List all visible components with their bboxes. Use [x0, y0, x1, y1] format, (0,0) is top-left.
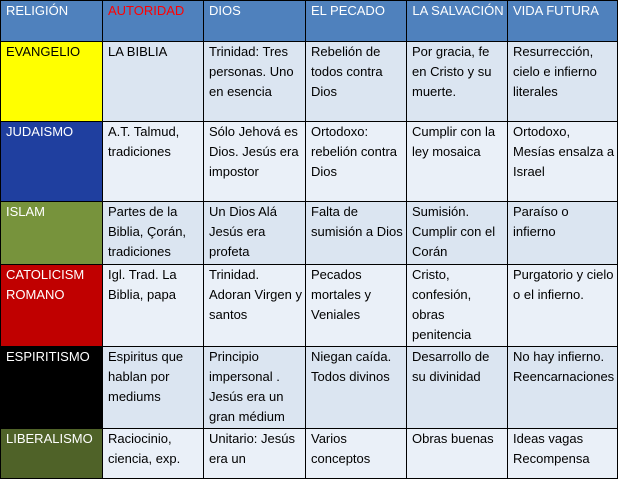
salvacion-cell: Cristo, confesión, obras penitencia [407, 265, 508, 347]
header-row [1, 1, 618, 42]
header-dios: DIOS [204, 1, 306, 42]
pecado-cell: Rebelión de todos contra Dios [306, 42, 407, 122]
dios-cell: Un Dios Alá Jesús era profeta [204, 202, 306, 265]
autoridad-cell: Igl. Trad. La Biblia, papa [103, 265, 204, 347]
salvacion-cell: Cumplir con la ley mosaica [407, 122, 508, 202]
salvacion-cell: Sumisión. Cumplir con el Corán [407, 202, 508, 265]
table-row-judaismo [1, 122, 618, 202]
table-row-espiritismo [1, 347, 618, 429]
religion-cell-espiritismo: ESPIRITISMO [1, 347, 103, 429]
table-row-islam [1, 202, 618, 265]
dios-cell: Principio impersonal . Jesús era un gran médium [204, 347, 306, 429]
religion-cell-catolicismo: CATOLICISM ROMANO [1, 265, 103, 347]
autoridad-cell: Raciocinio, ciencia, exp. [103, 429, 204, 479]
header-pecado: EL PECADO [306, 1, 407, 42]
vida-futura-cell: No hay infierno. Reencarnaciones [508, 347, 618, 429]
pecado-cell: Niegan caída. Todos divinos [306, 347, 407, 429]
salvacion-cell: Desarrollo de su divinidad [407, 347, 508, 429]
vida-futura-cell: Ideas vagas Recompensa [508, 429, 618, 479]
salvacion-cell: Obras buenas [407, 429, 508, 479]
pecado-cell: Varios conceptos [306, 429, 407, 479]
pecado-cell: Falta de sumisión a Dios [306, 202, 407, 265]
dios-cell: Trinidad: Tres personas. Uno en esencia [204, 42, 306, 122]
autoridad-cell: Espiritus que hablan por mediums [103, 347, 204, 429]
table-row-catolicismo [1, 265, 618, 347]
pecado-cell: Pecados mortales y Veniales [306, 265, 407, 347]
religion-cell-liberalismo: LIBERALISMO [1, 429, 103, 479]
header-salvacion: LA SALVACIÓN [407, 1, 508, 42]
vida-futura-cell: Paraíso o infierno [508, 202, 618, 265]
header-autoridad: AUTORIDAD [103, 1, 204, 42]
autoridad-cell: A.T. Talmud, tradiciones [103, 122, 204, 202]
vida-futura-cell: Purgatorio y cielo o el infierno. [508, 265, 618, 347]
table-row-evangelio [1, 42, 618, 122]
table-row-liberalismo [1, 429, 618, 479]
religion-cell-islam: ISLAM [1, 202, 103, 265]
salvacion-cell: Por gracia, fe en Cristo y su muerte. [407, 42, 508, 122]
header-vida-futura: VIDA FUTURA [508, 1, 618, 42]
dios-cell: Trinidad. Adoran Virgen y santos [204, 265, 306, 347]
vida-futura-cell: Resurrección, cielo e infierno literales [508, 42, 618, 122]
autoridad-cell: LA BIBLIA [103, 42, 204, 122]
pecado-cell: Ortodoxo: rebelión contra Dios [306, 122, 407, 202]
dios-cell: Sólo Jehová es Dios. Jesús era impostor [204, 122, 306, 202]
autoridad-cell: Partes de la Biblia, Çorán, tradiciones [103, 202, 204, 265]
dios-cell: Unitario: Jesús era un [204, 429, 306, 479]
header-religion: RELIGIÓN [1, 1, 103, 42]
religion-cell-evangelio: EVANGELIO [1, 42, 103, 122]
vida-futura-cell: Ortodoxo, Mesías ensalza a Israel [508, 122, 618, 202]
religion-cell-judaismo: JUDAISMO [1, 122, 103, 202]
